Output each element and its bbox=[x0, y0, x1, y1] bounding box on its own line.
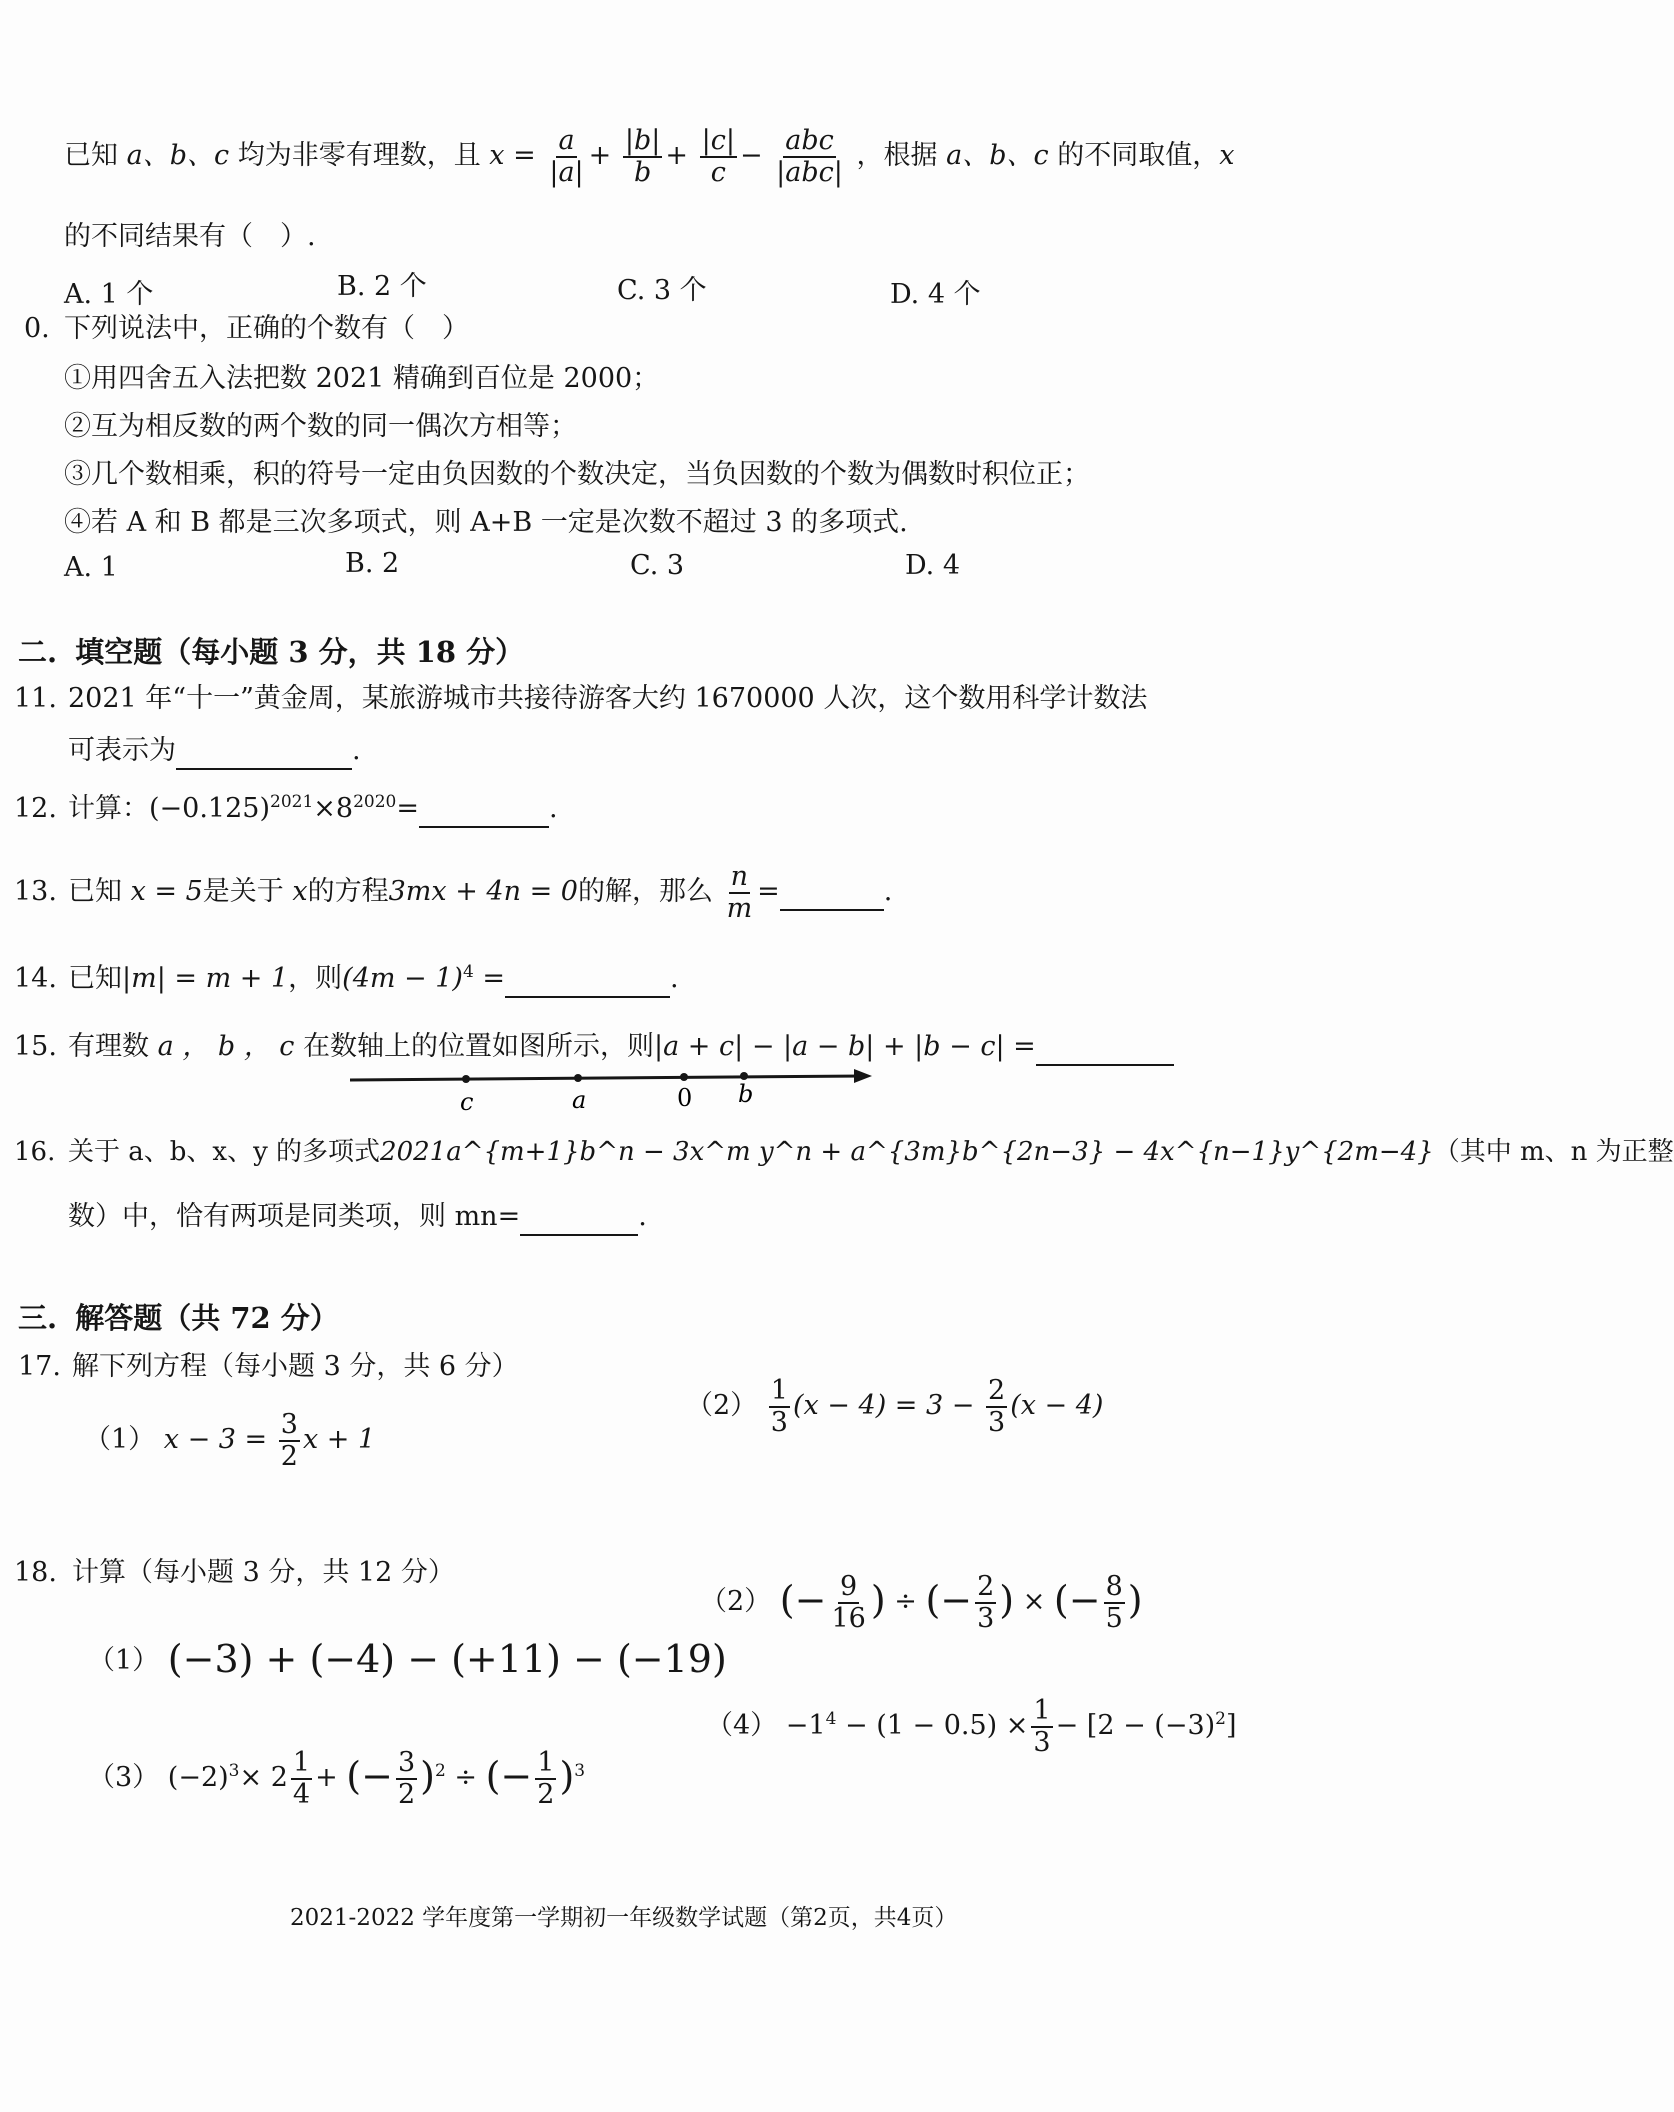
q14-text: ，则 bbox=[288, 963, 343, 994]
question-number: 18. bbox=[14, 1557, 57, 1588]
q10-item-4: ④若 A 和 B 都是三次多项式，则 A+B 一定是次数不超过 3 的多项式. bbox=[64, 507, 908, 538]
q10-stem bbox=[24, 312, 469, 346]
q18-fraction: $\frac{2}{3}$ bbox=[977, 1571, 995, 1634]
q18-expression: ] bbox=[1225, 1710, 1237, 1742]
q13-text: 的解，那么 bbox=[577, 876, 713, 908]
point-a bbox=[574, 1074, 582, 1082]
q9-text: 的不同取值， bbox=[1057, 140, 1220, 172]
q13-line: 13. 已知 x = 5是关于 x的方程3mx + 4n = 0的解，那么 $\frac{n}{m}$ = . bbox=[14, 861, 893, 924]
q18-stem bbox=[14, 1556, 455, 1590]
q13-fraction: $\frac{n}{m}$ bbox=[726, 861, 753, 924]
q13-var: x bbox=[292, 876, 308, 908]
paren: (− bbox=[485, 1754, 533, 1799]
q12-exponent: 2021 bbox=[270, 792, 314, 812]
q16-text: 关于 a、b、x、y 的多项式 bbox=[68, 1137, 381, 1167]
q12-answer-blank[interactable] bbox=[419, 792, 549, 828]
q10-option-d: D. 4 bbox=[905, 550, 961, 581]
q18-fraction: $\frac{8}{5}$ bbox=[1105, 1571, 1123, 1634]
q16-text: （其中 m、n 为正整 bbox=[1433, 1137, 1674, 1167]
number-line-arrow bbox=[854, 1069, 872, 1083]
q17-expression: x + 1 bbox=[302, 1424, 376, 1456]
label-c: c bbox=[460, 1088, 474, 1116]
q18-part-2: （2） (− $\frac{9}{16}$ ) ÷ (− $\frac{2}{3}$ ) × (− $\frac{8}{5}$ ) bbox=[700, 1571, 1143, 1634]
question-number: 17. bbox=[18, 1351, 61, 1382]
q10-option-b: B. 2 bbox=[345, 548, 400, 579]
part-label: （1） bbox=[88, 1645, 160, 1676]
q13-equals: = bbox=[757, 876, 780, 908]
exponent: 3 bbox=[574, 1761, 586, 1782]
q10-item-2: ②互为相反数的两个数的同一偶次方相等； bbox=[64, 411, 577, 442]
section-2-heading bbox=[18, 634, 524, 670]
section-mark: 三. bbox=[18, 1301, 58, 1335]
q15-text: 在数轴上的位置如图所示，则 bbox=[303, 1031, 655, 1062]
q15-text: 有理数 bbox=[68, 1031, 149, 1062]
q18-expression: − [2 − (−3) bbox=[1055, 1710, 1216, 1742]
exponent: 2 bbox=[1215, 1709, 1226, 1730]
exponent: 3 bbox=[228, 1761, 240, 1782]
q9-line2: 的不同结果有（ ）. bbox=[64, 221, 316, 252]
part-label: （2） bbox=[700, 1586, 772, 1618]
q18-part-3: （3） $(-2)^3\times 2$ $\frac{1}{4}$ + (− $\frac{3}{2}$ )$^2$ ÷ (− $\frac{1}{2}$ )$^3$ bbox=[88, 1747, 586, 1810]
q16-text: 数）中，恰有两项是同类项，则 mn= bbox=[68, 1201, 521, 1232]
q18-fraction: $\frac{9}{16}$ bbox=[831, 1571, 866, 1634]
q9-var-x: x bbox=[1219, 140, 1235, 172]
label-b: b bbox=[738, 1080, 754, 1108]
q18-fraction: $\frac{3}{2}$ bbox=[397, 1747, 416, 1810]
q10-stem-text: 下列说法中，正确的个数有（ ） bbox=[64, 313, 469, 344]
q9-text: 均为非零有理数，且 bbox=[237, 140, 481, 172]
q18-expression: −1 bbox=[785, 1710, 826, 1742]
q9-option-d: D. 4 个 bbox=[890, 279, 981, 310]
q13-equation: 3mx + 4n = 0 bbox=[388, 876, 578, 908]
question-number: 11. bbox=[14, 683, 57, 714]
paren: (− bbox=[346, 1754, 393, 1799]
q12-base: (−0.125) bbox=[149, 793, 270, 824]
q11-text: 2021 年“十一”黄金周，某旅游城市共接待游客大约 1670000 人次，这个数用科学计数法 bbox=[68, 683, 1148, 714]
q18-fraction: $\frac{1}{2}$ bbox=[537, 1747, 555, 1810]
paren: (− bbox=[779, 1578, 827, 1623]
question-number: 15. bbox=[14, 1031, 57, 1062]
q17-stem bbox=[18, 1350, 519, 1384]
section-title: 填空题（每小题 3 分，共 18 分） bbox=[75, 635, 525, 669]
paren: ) bbox=[870, 1578, 886, 1623]
section-mark: 二. bbox=[18, 635, 58, 669]
q9-text: ，根据 bbox=[856, 140, 938, 172]
q13-text: 的方程 bbox=[307, 876, 389, 908]
q9-line1 bbox=[64, 126, 1234, 187]
q13-answer-blank[interactable] bbox=[780, 875, 884, 911]
q17-stem-text: 解下列方程（每小题 3 分，共 6 分） bbox=[72, 1351, 519, 1382]
q9-vars: a、b、c bbox=[946, 140, 1049, 172]
question-number: 14. bbox=[14, 963, 57, 994]
question-number: 16. bbox=[14, 1137, 56, 1167]
part-label: （3） bbox=[88, 1762, 160, 1794]
q18-expression: − (1 − 0.5) × bbox=[836, 1710, 1029, 1742]
q11-line2: 可表示为 . bbox=[68, 734, 361, 770]
q14-line: 14. 已知|m| = m + 1，则$(4m - 1)^4$ = . bbox=[14, 962, 679, 998]
q18-expression: (−2) bbox=[167, 1762, 229, 1794]
q9-text: 已知 bbox=[64, 140, 118, 172]
question-number: 12. bbox=[14, 793, 57, 824]
q18-fraction: $\frac{1}{3}$ bbox=[1033, 1695, 1051, 1758]
point-c bbox=[462, 1075, 470, 1083]
q10-option-a: A. 1 bbox=[64, 552, 118, 583]
q15-vars: a ， b ， c bbox=[157, 1031, 295, 1062]
q17-part-2 bbox=[686, 1376, 1103, 1437]
section-title: 解答题（共 72 分） bbox=[75, 1301, 339, 1335]
q15-line bbox=[14, 1030, 1174, 1066]
q18-part-4 bbox=[706, 1696, 1237, 1757]
q14-expression: |m| = m + 1 bbox=[122, 963, 289, 994]
label-a: a bbox=[572, 1086, 587, 1114]
q18-fraction: $\frac{1}{4}$ bbox=[292, 1747, 311, 1810]
q15-expression: |a + c| − |a − b| + |b − c| = bbox=[654, 1031, 1036, 1062]
q16-line2: 数）中，恰有两项是同类项，则 mn= . bbox=[68, 1200, 647, 1236]
q17-expression: (x − 4) bbox=[1010, 1390, 1104, 1422]
q10-option-c: C. 3 bbox=[630, 550, 685, 581]
question-number: 13. bbox=[14, 876, 57, 908]
point-b bbox=[740, 1072, 748, 1080]
q16-line1 bbox=[14, 1136, 1674, 1169]
q12-exponent: 2020 bbox=[353, 792, 397, 812]
q13-text: 已知 bbox=[68, 876, 122, 908]
q10-item-1: ①用四舍五入法把数 2021 精确到百位是 2000； bbox=[64, 363, 660, 394]
q18-expression: (−3) + (−4) − (+11) − (−19) bbox=[167, 1637, 727, 1681]
q12-line: 12. 计算：$(-0.125)^{2021}\times 8^{2020}=$ . bbox=[14, 792, 558, 828]
q12-equals: = bbox=[396, 793, 419, 824]
q14-text: 已知 bbox=[68, 963, 122, 994]
q12-times: ×8 bbox=[313, 793, 354, 824]
q14-expression: (4m − 1) bbox=[342, 963, 463, 994]
q14-answer-blank[interactable] bbox=[505, 962, 670, 998]
paren: ) bbox=[559, 1754, 575, 1799]
paren: ) bbox=[1127, 1578, 1143, 1623]
q11-answer-blank[interactable] bbox=[176, 734, 352, 770]
q15-answer-blank[interactable] bbox=[1036, 1030, 1174, 1066]
number-line-axis bbox=[350, 1076, 864, 1080]
q17-expression: x − 3 = bbox=[163, 1424, 268, 1456]
q18-part-1 bbox=[88, 1636, 727, 1684]
q11-text: 可表示为 bbox=[68, 735, 176, 766]
question-number: 0. bbox=[24, 313, 50, 344]
q18-expression: × 2 bbox=[239, 1762, 288, 1794]
q10-item-3: ③几个数相乘，积的符号一定由负因数的个数决定，当负因数的个数为偶数时积位正； bbox=[64, 459, 1090, 490]
exponent: 4 bbox=[825, 1709, 837, 1730]
q9-option-b: B. 2 个 bbox=[337, 271, 427, 302]
q13-text: 是关于 bbox=[202, 876, 284, 908]
paren: ) bbox=[999, 1578, 1015, 1623]
q17-fraction: $\frac{2}{3}$ bbox=[988, 1375, 1006, 1438]
q16-polynomial: 2021a^{m+1}b^n − 3x^m y^n + a^{3m}b^{2n−3} − 4x^{n−1}y^{2m−4} bbox=[380, 1137, 1434, 1167]
q9-option-a: A. 1 个 bbox=[64, 279, 154, 310]
q14-exponent: 4 bbox=[462, 962, 474, 982]
part-label: （4） bbox=[706, 1710, 778, 1742]
part-label: （2） bbox=[686, 1390, 758, 1422]
q17-expression: (x − 4) = 3 − bbox=[792, 1390, 975, 1422]
q9-formula: x = $\frac{a}{|a|}$ + $\frac{|b|}{b}$ + $\frac{|c|}{c}$ − $\frac{\text{abc}}{\text{|abc|}}$ bbox=[489, 125, 843, 188]
q13-equation: x = 5 bbox=[130, 876, 203, 908]
point-zero bbox=[680, 1073, 688, 1081]
q9-vars: a、b、c bbox=[126, 140, 230, 172]
q14-equals: = bbox=[473, 963, 506, 994]
q17-fraction: $\frac{3}{2}$ bbox=[280, 1409, 298, 1472]
exponent: 2 bbox=[434, 1761, 446, 1782]
paren: ) bbox=[420, 1754, 435, 1799]
paren: (− bbox=[1053, 1578, 1101, 1623]
part-label: （1） bbox=[84, 1424, 156, 1456]
section-3-heading bbox=[18, 1300, 339, 1336]
q9-option-c: C. 3 个 bbox=[617, 275, 707, 306]
label-zero: 0 bbox=[677, 1084, 693, 1112]
q12-text: 计算： bbox=[68, 793, 149, 824]
q17-part-1 bbox=[84, 1410, 375, 1471]
q18-stem-text: 计算（每小题 3 分，共 12 分） bbox=[72, 1557, 455, 1588]
page-footer: 2021-2022 学年度第一学期初一年级数学试题（第2页，共4页） bbox=[290, 1905, 958, 1931]
number-line-figure bbox=[340, 1066, 880, 1126]
q16-answer-blank[interactable] bbox=[520, 1200, 638, 1236]
q17-fraction: $\frac{1}{3}$ bbox=[770, 1375, 788, 1438]
q11-line1 bbox=[14, 682, 1147, 716]
paren: (− bbox=[925, 1578, 973, 1623]
